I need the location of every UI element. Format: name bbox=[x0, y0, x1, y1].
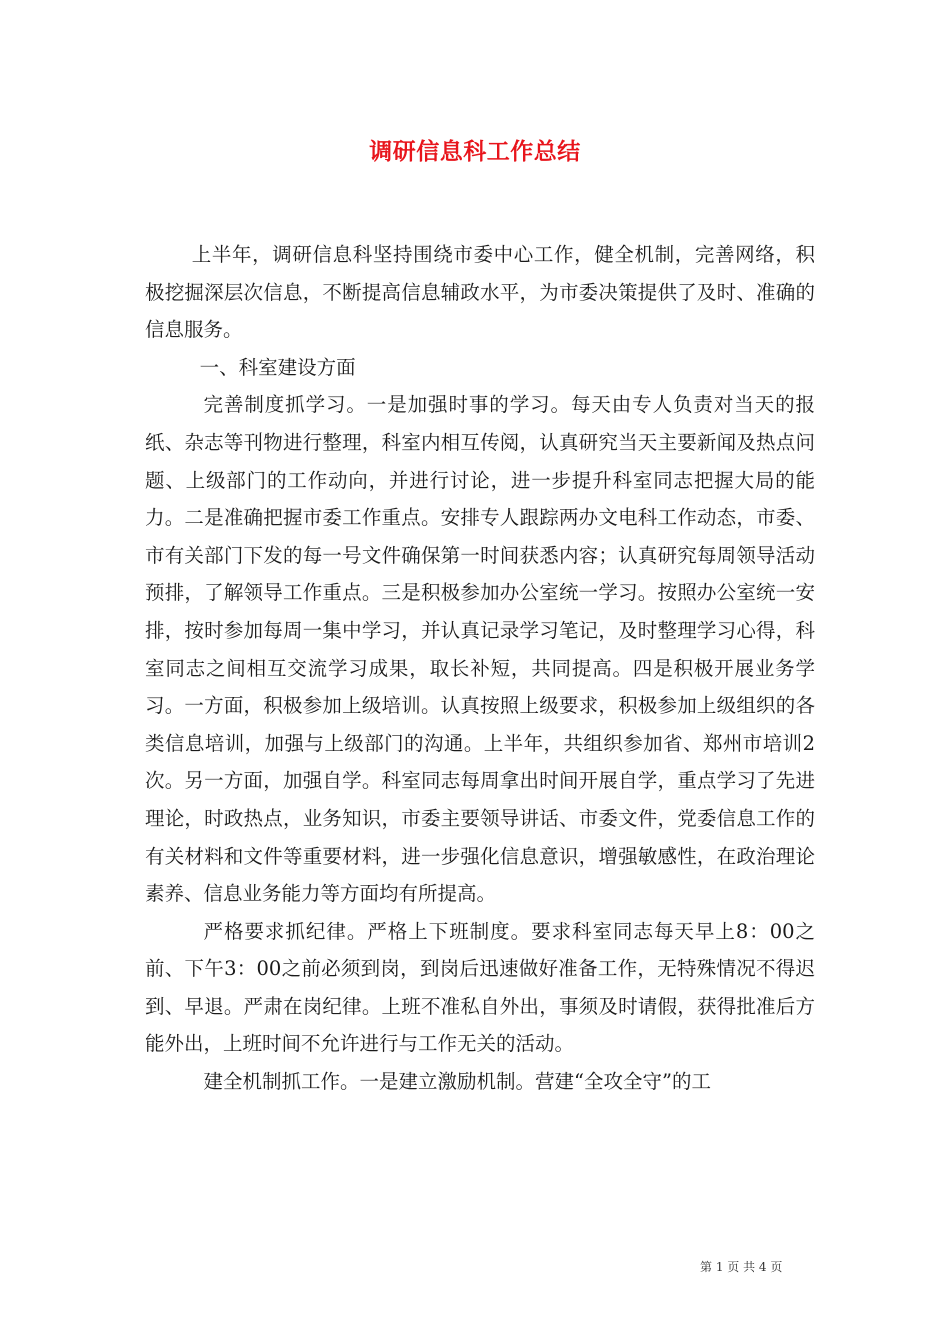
page-number: 第 1 页 共 4 页 bbox=[700, 1260, 783, 1274]
document-title: 调研信息科工作总结 bbox=[369, 138, 581, 165]
paragraph-mechanism: 建全机制抓工作。一是建立激励机制。营建“全攻全守”的工 bbox=[203, 1070, 711, 1094]
section-heading: 一、科室建设方面 bbox=[199, 355, 356, 379]
paragraph-study: 完善制度抓学习。一是加强时事的学习。每天由专人负责对当天的报纸、杂志等刊物进行整理，科室内相互传阅，认真研究当天主要新闻及热点问题、上级部门的工作动向，并进行讨论，进一步提升科室同志把握大局的能力。二是准确把握市委工作重点。安排专人跟踪两办文电科工作动态，市委、市有关部门下发的每一号文件确保第一时间获悉内容；认真研究每周领导活动预排，了解领导工作重点。三是积极参加办公室统一学习。按照办公室统一安排，按时参加每周一集中学习，并认真记录学习笔记，及时整理学习心得，科室同志之间相互交流学习成果，取长补短，共同提高。四是积极开展业务学习。一方面，积极参加上级培训。认真按照上级要求，积极参加上级组织的各类信息培训，加强与上级部门的沟通。上半年，共组织参加省、郑州市培训2次。另一方面，加强自学。科室同志每周拿出时间开展自学，重点学习了先进理论，时政热点，业务知识，市委主要领导讲话、市委文件，党委信息工作的有关材料和文件等重要材料，进一步强化信息意识，增强敏感性，在政治理论素养、信息业务能力等方面均有所提高。 bbox=[145, 393, 815, 906]
paragraph-discipline: 严格要求抓纪律。严格上下班制度。要求科室同志每天早上8：00之前、下午3：00之前必须到岗，到岗后迅速做好准备工作，无特殊情况不得迟到、早退。严肃在岗纪律。上班不准私自外出，事须及时请假，获得批准后方能外出，上班时间不允许进行与工作无关的活动。 bbox=[145, 919, 815, 1056]
document-body bbox=[145, 236, 815, 1101]
paragraph-intro: 上半年，调研信息科坚持围绕市委中心工作，健全机制，完善网络，积极挖掘深层次信息，不断提高信息辅政水平，为市委决策提供了及时、准确的信息服务。 bbox=[145, 243, 815, 342]
